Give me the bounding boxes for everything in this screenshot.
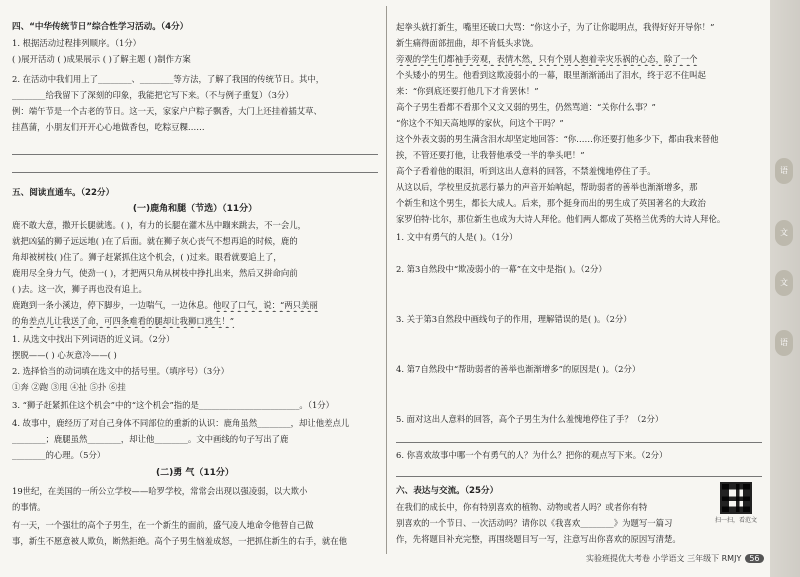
s6-prompt-line: 作，先将题目补充完整，再围绕题目写一写，注意写出你喜欢的原因写清楚。 <box>396 534 681 544</box>
underlined-sentence: 旁观的学生们都袖手旁观，表情木然，只有个别人抱着幸灾乐祸的心态，除了一个 <box>396 54 698 64</box>
section-6-title: 六、表达与交流。（25分） <box>396 486 499 496</box>
side-tab: 文 <box>775 270 793 296</box>
side-tab: 语 <box>775 158 793 184</box>
s4-q2-example1: 例：端午节是一个古老的节日。这一天，家家户户粽子飘香，大门上还挂着插艾草、 <box>12 106 322 116</box>
passage-2-line: 来：“你到底还要打他几下才肯罢休！” <box>396 86 539 96</box>
p1-q3: 3. “狮子赶紧抓住这个机会”中的“这个机会”指的是________________________。（1分） <box>12 400 335 410</box>
passage-1-line: 鹿用尽全身力气，使劲一( )，才把两只角从树枝中挣扎出来，然后又拼命向前 <box>12 268 298 278</box>
footer-text: 实验班提优大考卷 小学语文 三年级下 RMJY <box>586 554 742 563</box>
passage-2-line: “你这个不知天高地厚的家伙，问这个干吗？” <box>396 118 564 128</box>
passage-2-title: (二)勇 气（11分） <box>156 468 234 478</box>
s6-prompt-line: 别喜欢的一个节日、一次活动吗？请你以《我喜欢________》为题写一篇习 <box>396 518 673 528</box>
passage-2-line: 事，新生不愿意被人欺负，断然拒绝。高个子男生恼羞成怒，一把抓住新生的右手，就在他 <box>12 536 347 546</box>
answer-line <box>396 442 762 443</box>
passage-2-line: 从这以后，学校里反抗恶行暴力的声音开始响起，帮助弱者的善举也渐渐增多，那 <box>396 182 698 192</box>
column-divider <box>386 6 387 554</box>
r-q4: 4. 第7自然段中“帮助弱者的善举也渐渐增多”的原因是( )。（2分） <box>396 364 641 374</box>
s6-prompt-line: 在我们的成长中，你有特别喜欢的植物、动物或者人吗？或者你有特 <box>396 502 648 512</box>
passage-1-line <box>12 298 378 312</box>
p1-q2-options: ①奔 ②跑 ③甩 ④扯 ⑤扑 ⑥挂 <box>12 382 126 392</box>
s4-q2-line2: ________给我留下了深刻的印象，我能把它写下来。（不与例子重复）（3分） <box>12 90 294 100</box>
p1-q4-line1: 4. 故事中，鹿经历了对自己身体不同部位的重新的认识：鹿角虽然________，却让他差点儿 <box>12 418 350 428</box>
passage-1-line: ( )去。这一次，狮子再也没有追上。 <box>12 284 147 294</box>
passage-2-line: 高个子看着他的眼泪，听到这出人意料的回答，不禁羞愧地停住了手。 <box>396 166 656 176</box>
s4-q1: 1. 根据活动过程排列顺序。（1分） <box>12 38 142 48</box>
p1-q4-line3: ________的心理。（5分） <box>12 450 106 460</box>
passage-1-line: 角却被树枝( )住了。狮子赶紧抓住这个机会，( )过来。眼看就要追上了， <box>12 252 282 262</box>
section-4-title: 四、“中华传统节日”综合性学习活动。（4分） <box>12 22 189 32</box>
r-q5: 5. 面对这出人意料的回答，高个子男生为什么羞愧地停住了手？（2分） <box>396 414 664 424</box>
section-5-title: 五、阅读直通车。（22分） <box>12 188 115 198</box>
passage-1-text: 鹿跑到一条小溪边，停下脚步，一边喘气，一边休息。 <box>12 300 213 310</box>
qr-caption: 扫一扫，看范文 <box>714 517 757 524</box>
passage-2-line: 这个外表文弱的男生满含泪水却坚定地回答：“你……你还要打他多少下，都由我来替他 <box>396 134 719 144</box>
s4-q2-line1: 2. 在活动中我们用上了________、________等方法，了解了我国的传统节日。其中， <box>12 74 325 84</box>
answer-line <box>396 476 762 477</box>
answer-line <box>12 172 378 173</box>
passage-2-line: 有一天，一个强壮的高个子男生，在一个新生的面前，盛气凌人地命令他替自己做 <box>12 520 314 530</box>
underlined-sentence: 他叹了口气，说：“两只美丽 <box>213 300 318 310</box>
side-tab: 语 <box>775 330 793 356</box>
p1-q2: 2. 选择恰当的动词填在选文中的括号里。（填序号）（3分） <box>12 366 229 376</box>
p1-q1-words: 摆脱——( ) 心灰意冷——( ) <box>12 350 117 360</box>
r-q1: 1. 文中有勇气的人是( )。（1分） <box>396 232 518 242</box>
page-footer <box>586 553 764 564</box>
passage-2-line: 个头矮小的男生。他看到这欺凌弱小的一幕，眼里渐渐涌出了泪水，终于忍不住叫起 <box>396 70 706 80</box>
underlined-sentence: 的角差点儿让我送了命，可四条难看的腿却让我狮口逃生！” <box>12 316 235 326</box>
r-q2: 2. 第3自然段中“欺凌弱小的一幕”在文中是指( )。（2分） <box>396 264 607 274</box>
passage-1-line: 鹿不敢大意，撒开长腿就逃。( )，有力的长腿在灌木丛中蹦来跳去，不一会儿， <box>12 220 306 230</box>
page-number: 56 <box>745 554 763 563</box>
answer-line <box>12 154 378 155</box>
s4-q1-options: ( )展开活动 ( )成果展示 ( )了解主题 ( )制作方案 <box>12 54 191 64</box>
passage-2-line: 家罗伯特·比尔，那位新生也成为大诗人拜伦。他们两人都成了英格兰优秀的大诗人拜伦。 <box>396 214 726 224</box>
r-q3: 3. 关于第3自然段中画线句子的作用，理解错误的是( )。（2分） <box>396 314 632 324</box>
r-q6: 6. 你喜欢故事中哪一个有勇气的人？为什么？把你的观点写下来。（2分） <box>396 450 668 460</box>
passage-2-line: 19世纪，在美国的一所公立学校——哈罗学校，常常会出现以强凌弱，以大欺小 <box>12 486 308 496</box>
side-tab: 文 <box>775 220 793 246</box>
passage-2-line: 高个子男生看都不看那个又文又弱的男生，仍然骂道：“关你什么事？” <box>396 102 656 112</box>
s4-q2-example2: 挂菖蒲，小朋友们开开心心地做香包，吃粽豆粿…… <box>12 122 205 132</box>
passage-1-title: (一)鹿角和腿（节选）（11分） <box>132 204 258 214</box>
passage-2-line: 的事情。 <box>12 502 46 512</box>
passage-2-line: 个新生和这个男生，都长大成人。后来，那个挺身而出的男生成了英国著名的大政治 <box>396 198 706 208</box>
passage-2-line: 起拳头就打新生，嘴里还破口大骂：“你这小子，为了让你聪明点，我得好好开导你！” <box>396 22 715 32</box>
passage-1-line: 就把凶猛的狮子远远地( )在了后面。就在狮子灰心丧气不想再追的时候，鹿的 <box>12 236 298 246</box>
p1-q1: 1. 从选文中找出下列词语的近义词。（2分） <box>12 334 175 344</box>
passage-2-line: 新生痛得面部扭曲，却不肯低头求饶。 <box>396 38 539 48</box>
qr-code[interactable] <box>720 482 752 514</box>
passage-2-line: 挨，不管还要打他，让我替他承受一半的拳头吧！” <box>396 150 585 160</box>
p1-q4-line2: ________；鹿腿虽然________，却让他________。文中画线的句子写出了鹿 <box>12 434 289 444</box>
